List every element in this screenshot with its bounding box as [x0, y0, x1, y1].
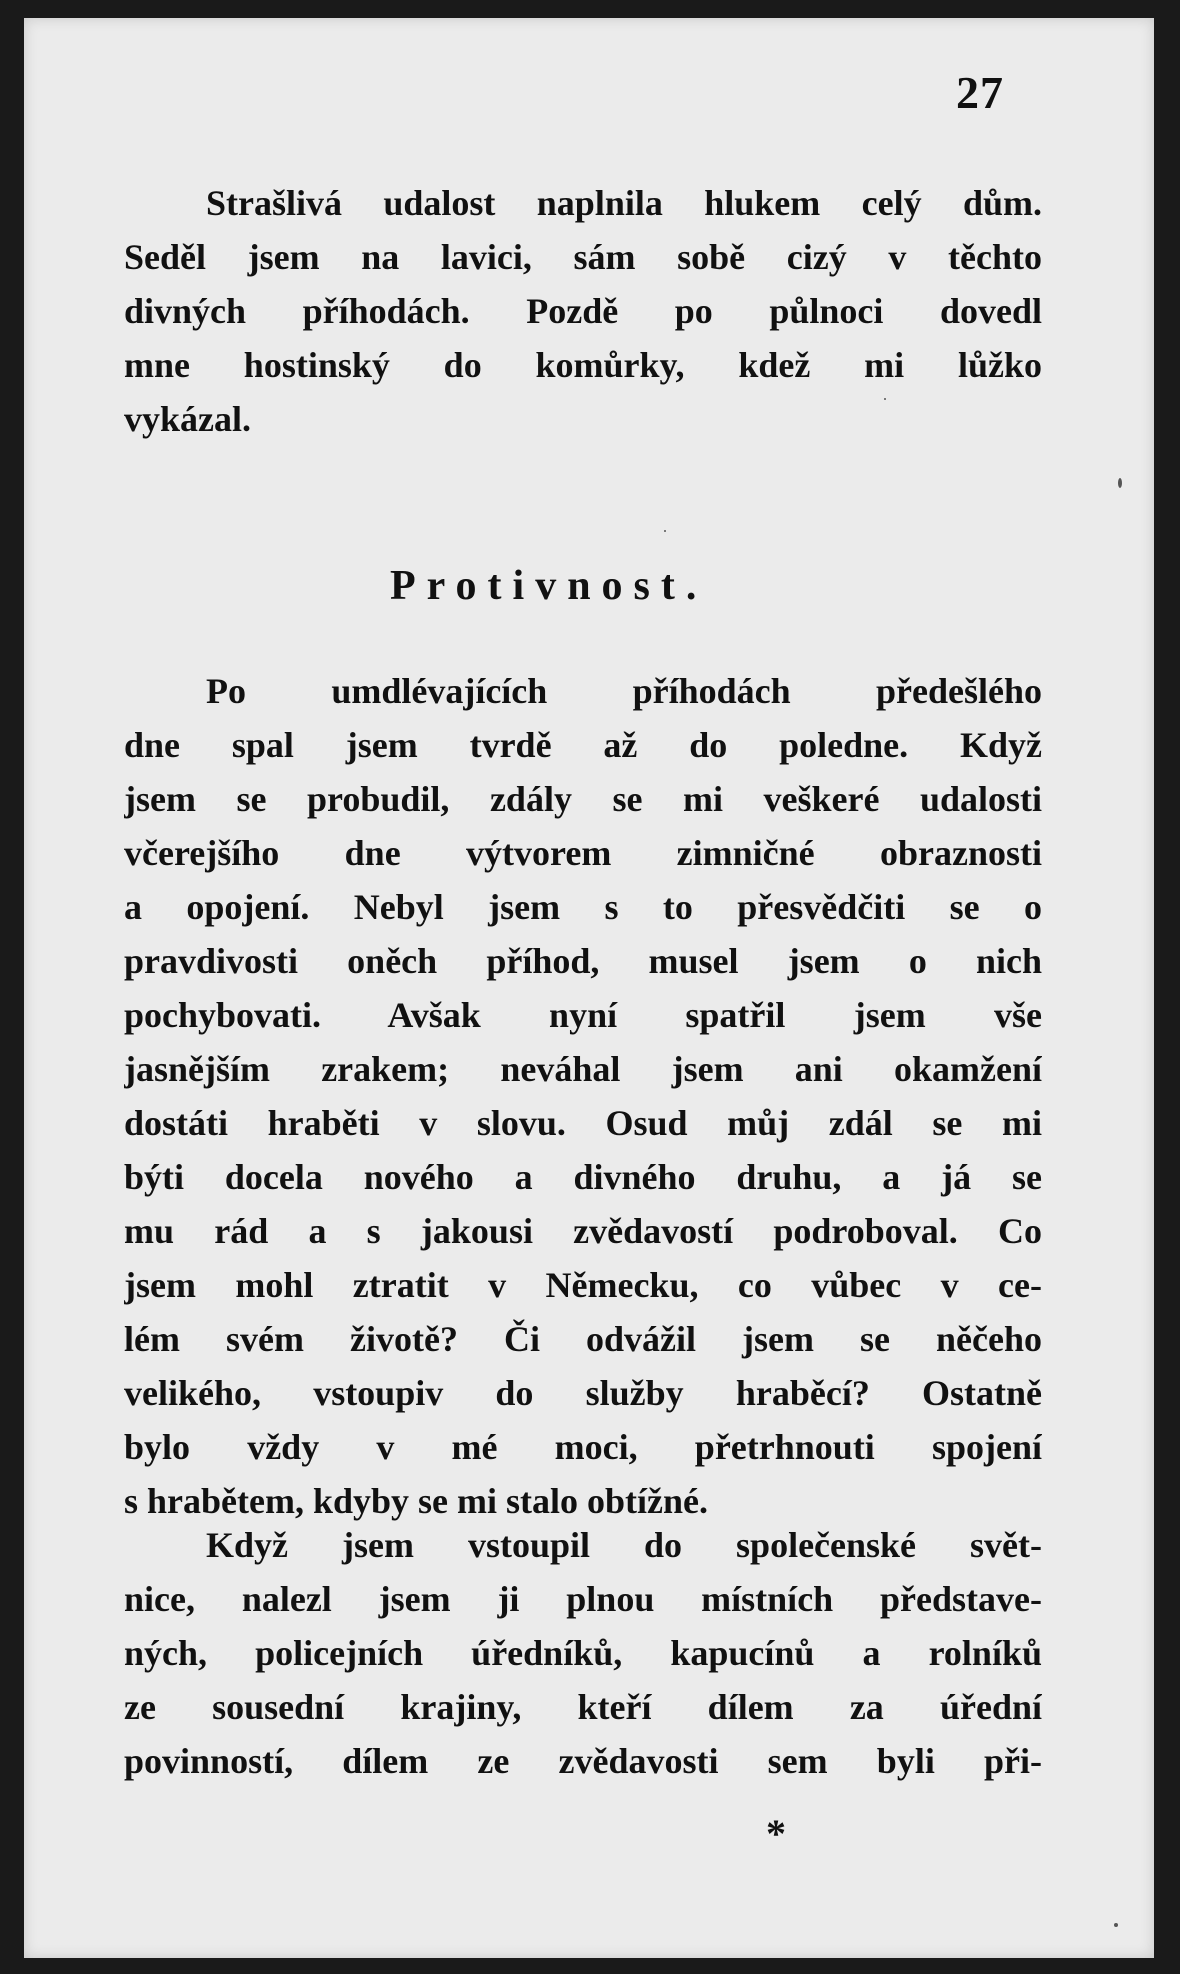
text-line: Seděl jsem na lavici, sám sobě cizý v těchto [124, 237, 1042, 277]
text-line: ných, policejních úředníků, kapucínů a rolníků [124, 1633, 1042, 1673]
text-line: Po umdlévajících příhodách předešlého [206, 671, 1042, 711]
paper-speck [664, 530, 666, 532]
signature-mark: * [766, 1811, 786, 1856]
paper-speck [1118, 478, 1122, 488]
text-line: včerejšího dne výtvorem zimničné obraznosti [124, 833, 1042, 873]
text-line: býti docela nového a divného druhu, a já se [124, 1157, 1042, 1197]
text-line: jsem se probudil, zdály se mi veškeré udalosti [124, 779, 1042, 819]
text-line: pravdivosti oněch příhod, musel jsem o nich [124, 941, 1042, 981]
text-line: vykázal. [124, 399, 252, 439]
text-line: bylo vždy v mé moci, přetrhnouti spojení [124, 1427, 1042, 1467]
text-line: povinností, dílem ze zvědavosti sem byli při- [124, 1741, 1042, 1781]
text-line: Strašlivá udalost naplnila hlukem celý dům. [206, 183, 1042, 223]
text-line: jsem mohl ztratit v Německu, co vůbec v ce- [124, 1265, 1042, 1305]
text-line: lém svém životě? Či odvážil jsem se něčeho [124, 1319, 1042, 1359]
text-line: a opojení. Nebyl jsem s to přesvědčiti se o [124, 887, 1042, 927]
text-line: s hrabětem, kdyby se mi stalo obtížné. [124, 1481, 708, 1521]
text-line: pochybovati. Avšak nyní spatřil jsem vše [124, 995, 1042, 1035]
text-line: divných příhodách. Pozdě po půlnoci dovedl [124, 291, 1042, 331]
text-line: dne spal jsem tvrdě až do poledne. Když [124, 725, 1042, 765]
section-heading: Protivnost. [390, 563, 708, 609]
text-line: velikého, vstoupiv do služby hraběcí? Ostatně [124, 1373, 1042, 1413]
text-line: nice, nalezl jsem ji plnou místních představe- [124, 1579, 1042, 1619]
book-page [24, 18, 1154, 1958]
text-line: Když jsem vstoupil do společenské svět- [206, 1525, 1042, 1565]
paragraph-1 [124, 176, 1042, 446]
text-line: jasnějším zrakem; neváhal jsem ani okamžení [124, 1049, 1042, 1089]
page-number: 27 [956, 67, 1004, 118]
paragraph-3 [124, 1518, 1042, 1788]
paper-speck [1114, 1923, 1118, 1927]
paragraph-2 [124, 664, 1042, 1528]
text-line: mne hostinský do komůrky, kdež mi lůžko [124, 345, 1042, 385]
text-line: mu rád a s jakousi zvědavostí podroboval. Co [124, 1211, 1042, 1251]
text-line: dostáti hraběti v slovu. Osud můj zdál se mi [124, 1103, 1042, 1143]
paper-speck [884, 398, 886, 400]
text-line: ze sousední krajiny, kteří dílem za úřední [124, 1687, 1042, 1727]
